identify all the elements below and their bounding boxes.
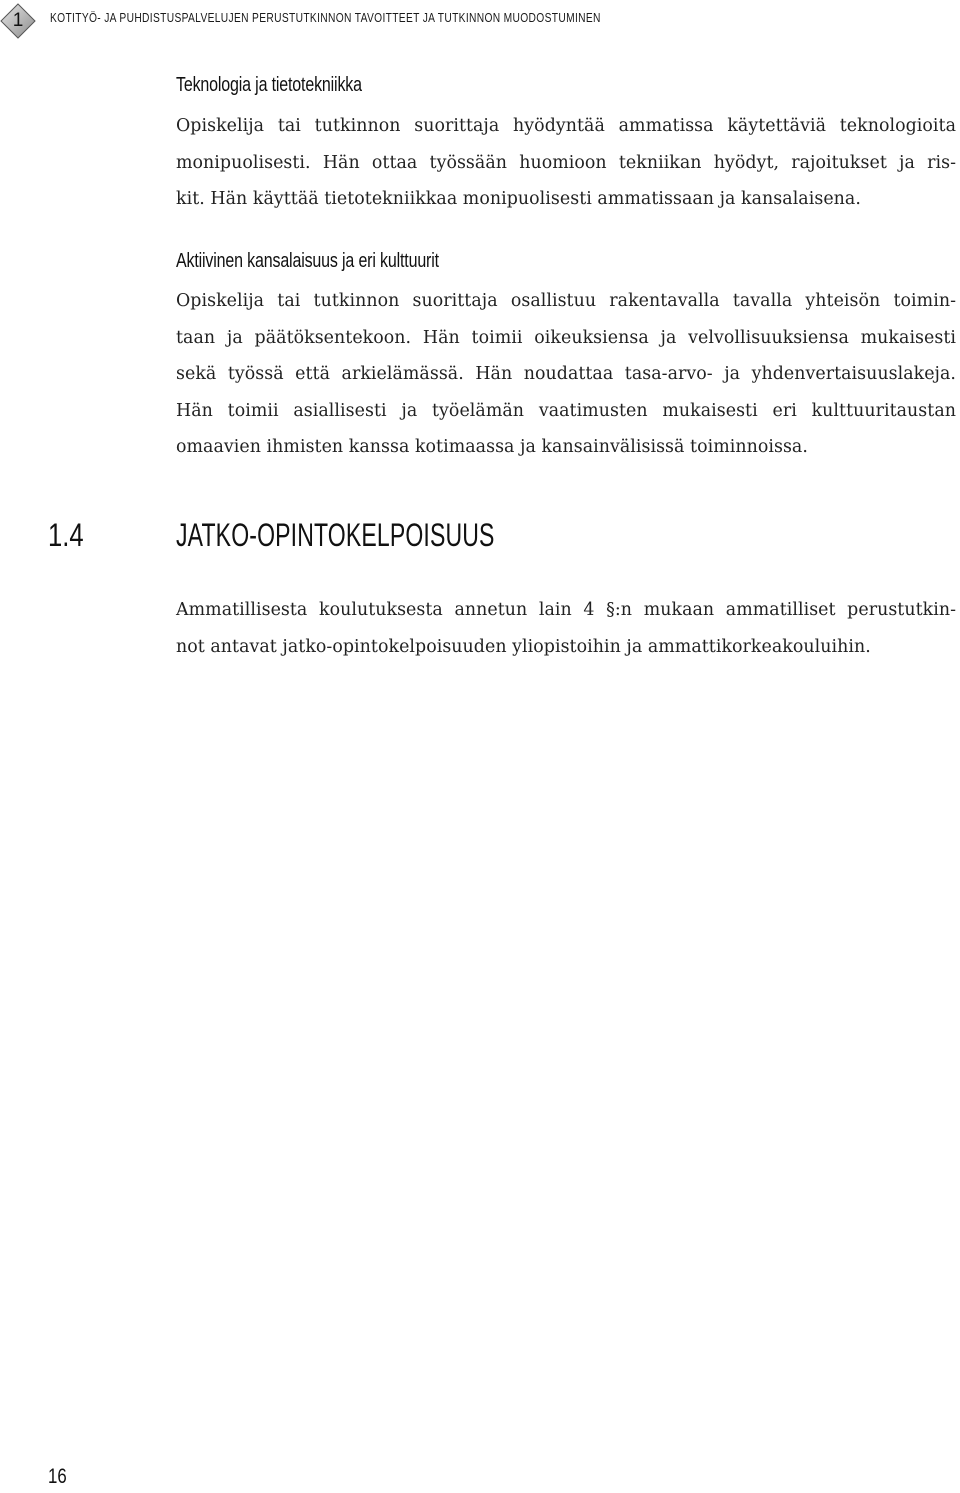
text-line: kit. Hän käyttää tietotekniikkaa monipuolisesti ammatissaan ja kansalaisena.	[176, 189, 861, 209]
page-number: 16	[48, 1465, 67, 1488]
page-header	[0, 0, 960, 40]
chapter-badge	[0, 3, 36, 39]
paragraph-citizenship	[176, 283, 956, 466]
text-line: sekä työssä että arkielämässä. Hän noudattaa tasa-arvo- ja yhdenvertaisuuslakeja.	[176, 364, 956, 384]
chapter-number: 1	[12, 10, 24, 31]
paragraph-eligibility	[176, 592, 956, 665]
subheading-citizenship: Aktiivinen kansalaisuus ja eri kulttuurit	[176, 250, 439, 272]
section-number: 1.4	[48, 517, 84, 553]
text-line: Hän toimii asiallisesti ja työelämän vaatimusten mukaisesti eri kulttuuritaustan	[176, 400, 956, 421]
text-line: Opiskelija tai tutkinnon suorittaja hyödyntää ammatissa käytettäviä teknologioita	[176, 116, 956, 136]
text-line: taan ja päätöksentekoon. Hän toimii oikeuksiensa ja velvollisuuksiensa mukaisesti	[176, 327, 956, 348]
text-line: Ammatillisesta koulutuksesta annetun lain 4 §:n mukaan ammatilliset perustutkin-	[176, 600, 956, 620]
section-title: JATKO-OPINTOKELPOISUUS	[176, 517, 495, 553]
paragraph-technology	[176, 108, 956, 218]
running-title: KOTITYÖ- JA PUHDISTUSPALVELUJEN PERUSTUTKINNON TAVOITTEET JA TUTKINNON MUODOSTUMINEN	[50, 11, 601, 25]
text-line: Opiskelija tai tutkinnon suorittaja osallistuu rakentavalla tavalla yhteisön toimin-	[176, 291, 956, 311]
text-line: omaavien ihmisten kanssa kotimaassa ja kansainvälisissä toiminnoissa.	[176, 437, 808, 457]
subheading-technology: Teknologia ja tietotekniikka	[176, 74, 362, 96]
text-line: not antavat jatko-opintokelpoisuuden yliopistoihin ja ammattikorkeakouluihin.	[176, 636, 871, 657]
text-line: monipuolisesti. Hän ottaa työssään huomioon tekniikan hyödyt, rajoitukset ja ris-	[176, 152, 956, 173]
